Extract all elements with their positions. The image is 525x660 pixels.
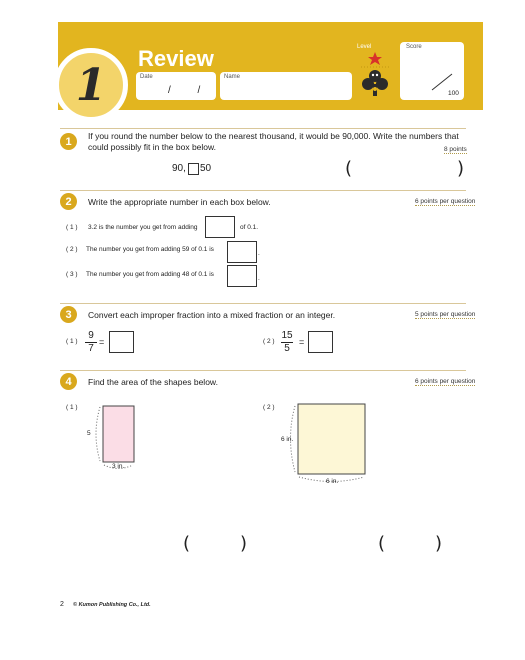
item-label: ( 3 ) bbox=[66, 271, 78, 278]
answer-paren-open: ( bbox=[345, 158, 353, 179]
answer-box[interactable] bbox=[109, 331, 134, 353]
item-text: 3.2 is the number you get from adding bbox=[88, 224, 198, 231]
points-label: 5 points per question bbox=[415, 311, 476, 318]
answer-paren-open: ( bbox=[378, 533, 386, 554]
copyright: © Kumon Publishing Co., Ltd. bbox=[73, 602, 151, 608]
item-text: The number you get from adding 59 of 0.1 is bbox=[86, 246, 214, 253]
points-label: 6 points per question bbox=[415, 198, 476, 205]
club-icon bbox=[362, 70, 388, 96]
answer-paren-close: ) bbox=[435, 533, 443, 554]
page-number: 2 bbox=[60, 601, 64, 608]
numerator: 9 bbox=[88, 330, 94, 341]
answer-paren-open: ( bbox=[183, 533, 191, 554]
section-divider bbox=[60, 303, 466, 304]
date-field[interactable] bbox=[136, 72, 216, 100]
score-label: Score bbox=[406, 44, 422, 50]
number-right: 50 bbox=[200, 163, 212, 174]
question-3-text: Convert each improper fraction into a mixed fraction or an integer. bbox=[88, 310, 336, 320]
level-indicator bbox=[355, 50, 395, 102]
side-label: 5 bbox=[87, 430, 91, 437]
side-label: 6 in. bbox=[281, 436, 294, 443]
question-number: 3 bbox=[60, 306, 77, 323]
numerator: 15 bbox=[281, 330, 293, 341]
question-number: 2 bbox=[60, 193, 77, 210]
item-text: The number you get from adding 48 of 0.1 is bbox=[86, 271, 214, 278]
points-label: 6 points per question bbox=[415, 378, 476, 385]
fraction bbox=[85, 331, 97, 354]
star-icon bbox=[368, 52, 382, 65]
item-text: of 0.1. bbox=[240, 224, 259, 231]
name-label: Name bbox=[224, 74, 241, 80]
section-divider bbox=[60, 190, 466, 191]
points-label: 8 points bbox=[444, 146, 467, 153]
denominator: 7 bbox=[88, 343, 94, 354]
question-1-text: If you round the number below to the nearest thousand, it would be 90,000. Write the numbers that could possibly fit in the box below. bbox=[88, 131, 459, 152]
number-left: 90, bbox=[172, 163, 186, 174]
date-label: Date bbox=[140, 74, 153, 80]
answer-box[interactable] bbox=[205, 216, 235, 238]
equals-sign: = bbox=[99, 337, 105, 347]
worksheet-number: 1 bbox=[54, 48, 128, 122]
score-box[interactable] bbox=[400, 42, 464, 100]
score-total: 100 bbox=[448, 90, 459, 97]
question-4-text: Find the area of the shapes below. bbox=[88, 377, 218, 387]
item-label: ( 2 ) bbox=[66, 246, 78, 253]
answer-box[interactable] bbox=[308, 331, 333, 353]
answer-box[interactable] bbox=[227, 265, 257, 287]
question-number: 4 bbox=[60, 373, 77, 390]
section-divider bbox=[60, 370, 466, 371]
item-label: ( 1 ) bbox=[66, 338, 78, 345]
item-label: ( 2 ) bbox=[263, 338, 275, 345]
denominator: 5 bbox=[284, 343, 290, 354]
item-label: ( 1 ) bbox=[66, 404, 78, 411]
answer-box[interactable] bbox=[227, 241, 257, 263]
score-slash bbox=[430, 72, 454, 92]
square-shape-2 bbox=[280, 398, 374, 488]
question-number: 1 bbox=[60, 133, 77, 150]
section-divider bbox=[60, 128, 466, 129]
fraction bbox=[281, 331, 293, 354]
digit-box[interactable] bbox=[188, 163, 199, 175]
item-text: . bbox=[258, 275, 260, 282]
question-2-text: Write the appropriate number in each box below. bbox=[88, 197, 271, 207]
level-label: Level bbox=[357, 44, 372, 50]
item-label: ( 2 ) bbox=[263, 404, 275, 411]
bottom-label: 6 in. bbox=[326, 478, 339, 485]
page-title: Review bbox=[138, 46, 214, 71]
item-label: ( 1 ) bbox=[66, 224, 78, 231]
date-value: / / bbox=[168, 85, 213, 96]
equals-sign: = bbox=[299, 337, 305, 347]
bottom-label: 3 in. bbox=[112, 463, 125, 470]
item-text: . bbox=[258, 250, 260, 257]
name-field[interactable] bbox=[220, 72, 352, 100]
answer-paren-close: ) bbox=[240, 533, 248, 554]
answer-paren-close: ) bbox=[457, 158, 465, 179]
